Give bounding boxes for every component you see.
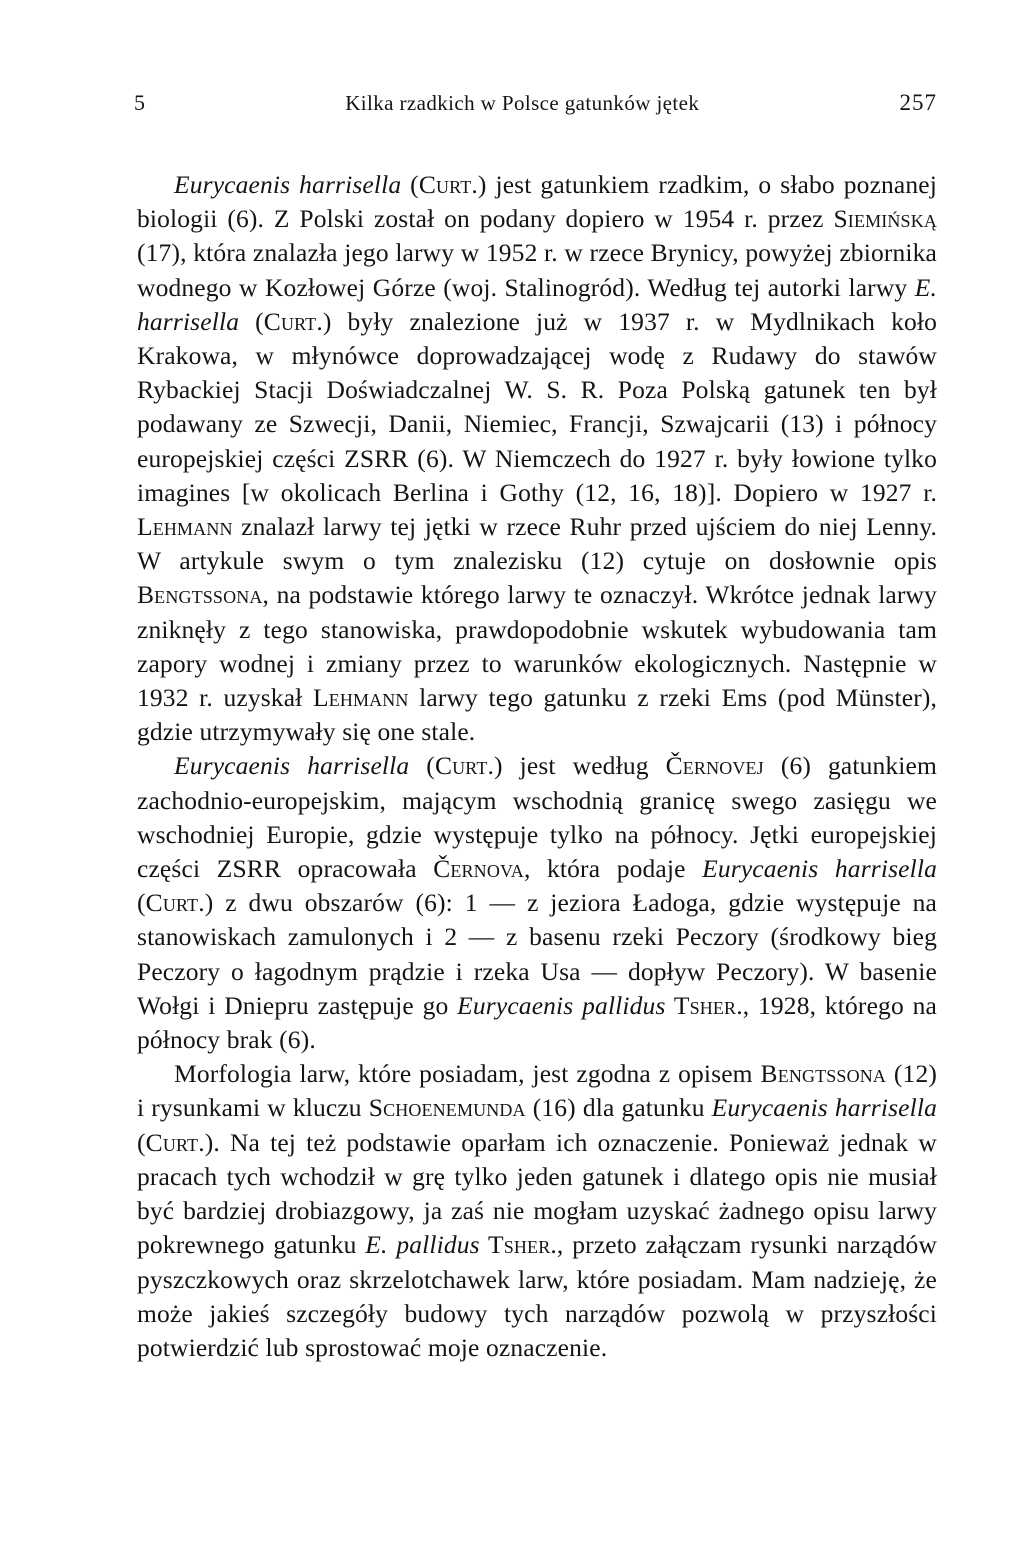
running-header — [134, 88, 937, 118]
document-page — [134, 88, 938, 1365]
paragraph: Eurycaenis harrisella (Curt.) jest gatunkiem rzadkim, o słabo poznanej biologii (6). Z Polski został on podany dopiero w 1954 r. przez Siemińską (17), która znalazła jego larwy w 1952 r. w rzece Brynicy, powyżej zbiornika wodnego w Kozłowej Górze (woj. Stalinogród). Według tej autorki larwy E. harrisella (Curt.) były znalezione już w 1937 r. w Mydlnikach koło Krakowa, w młynówce doprowadzającej wodę z Rudawy do stawów Rybackiej Stacji Doświadczalnej W. S. R. Poza Polską gatunek ten był podawany ze Szwecji, Danii, Niemiec, Francji, Szwajcarii (13) i północy europejskiej części ZSRR (6). W Niemczech do 1927 r. były łowione tylko imagines [w okolicach Berlina i Gothy (12, 16, 18)]. Dopiero w 1927 r. Lehmann znalazł larwy tej jętki w rzece Ruhr przed ujściem do niej Lenny. W artykule swym o tym znalezisku (12) cytuje on dosłownie opis Bengtssona, na podstawie którego larwy te oznaczył. Wkrótce jednak larwy zniknęły z tego stanowiska, prawdopodobnie wskutek wybudowania tam zapory wodnej i zmiany przez to warunków ekologicznych. Następnie w 1932 r. uzyskał Lehmann larwy tego gatunku z rzeki Ems (pod Münster), gdzie utrzymywały się one stale. — [137, 170, 938, 747]
chapter-number: 5 — [134, 90, 145, 115]
page-number: 257 — [899, 90, 937, 115]
paragraph: Morfologia larw, które posiadam, jest zgodna z opisem Bengtssona (12) i rysunkami w kluczu Schoenemunda (16) dla gatunku Eurycaenis harrisella (Curt.). Na tej też podstawie oparłam ich oznaczenie. Ponieważ jednak w pracach tych wchodził w grę tylko jeden gatunek i dlatego opis nie musiał być bardziej drobiazgowy, ja zaś nie mogłam uzyskać żadnego opisu larwy pokrewnego gatunku E. pallidus Tsher., przeto załączam rysunki narządów pyszczkowych oraz skrzelotchawek larw, które posiadam. Mam nadzieję, że może jakieś szczegóły budowy tych narządów pozwolą w przyszłości potwierdzić lub sprostować moje oznaczenie. — [137, 1059, 938, 1362]
running-title: Kilka rzadkich w Polsce gatunków jętek — [345, 91, 700, 115]
body-text — [137, 168, 937, 1365]
paragraph: Eurycaenis harrisella (Curt.) jest według Černovej (6) gatunkiem zachodnio-europejskim, mającym wschodnią granicę swego zasięgu we wschodniej Europie, gdzie występuje tylko na północy. Jętki europejskiej części ZSRR opracowała Černova, która podaje Eurycaenis harrisella (Curt.) z dwu obszarów (6): 1 — z jeziora Ładoga, gdzie występuje na stanowiskach zamulonych i 2 — z basenu rzeki Peczory (środkowy bieg Peczory o łagodnym prądzie i rzeka Usa — dopływ Peczory). W basenie Wołgi i Dniepru zastępuje go Eurycaenis pallidus Tsher., 1928, którego na północy brak (6). — [137, 751, 937, 1055]
